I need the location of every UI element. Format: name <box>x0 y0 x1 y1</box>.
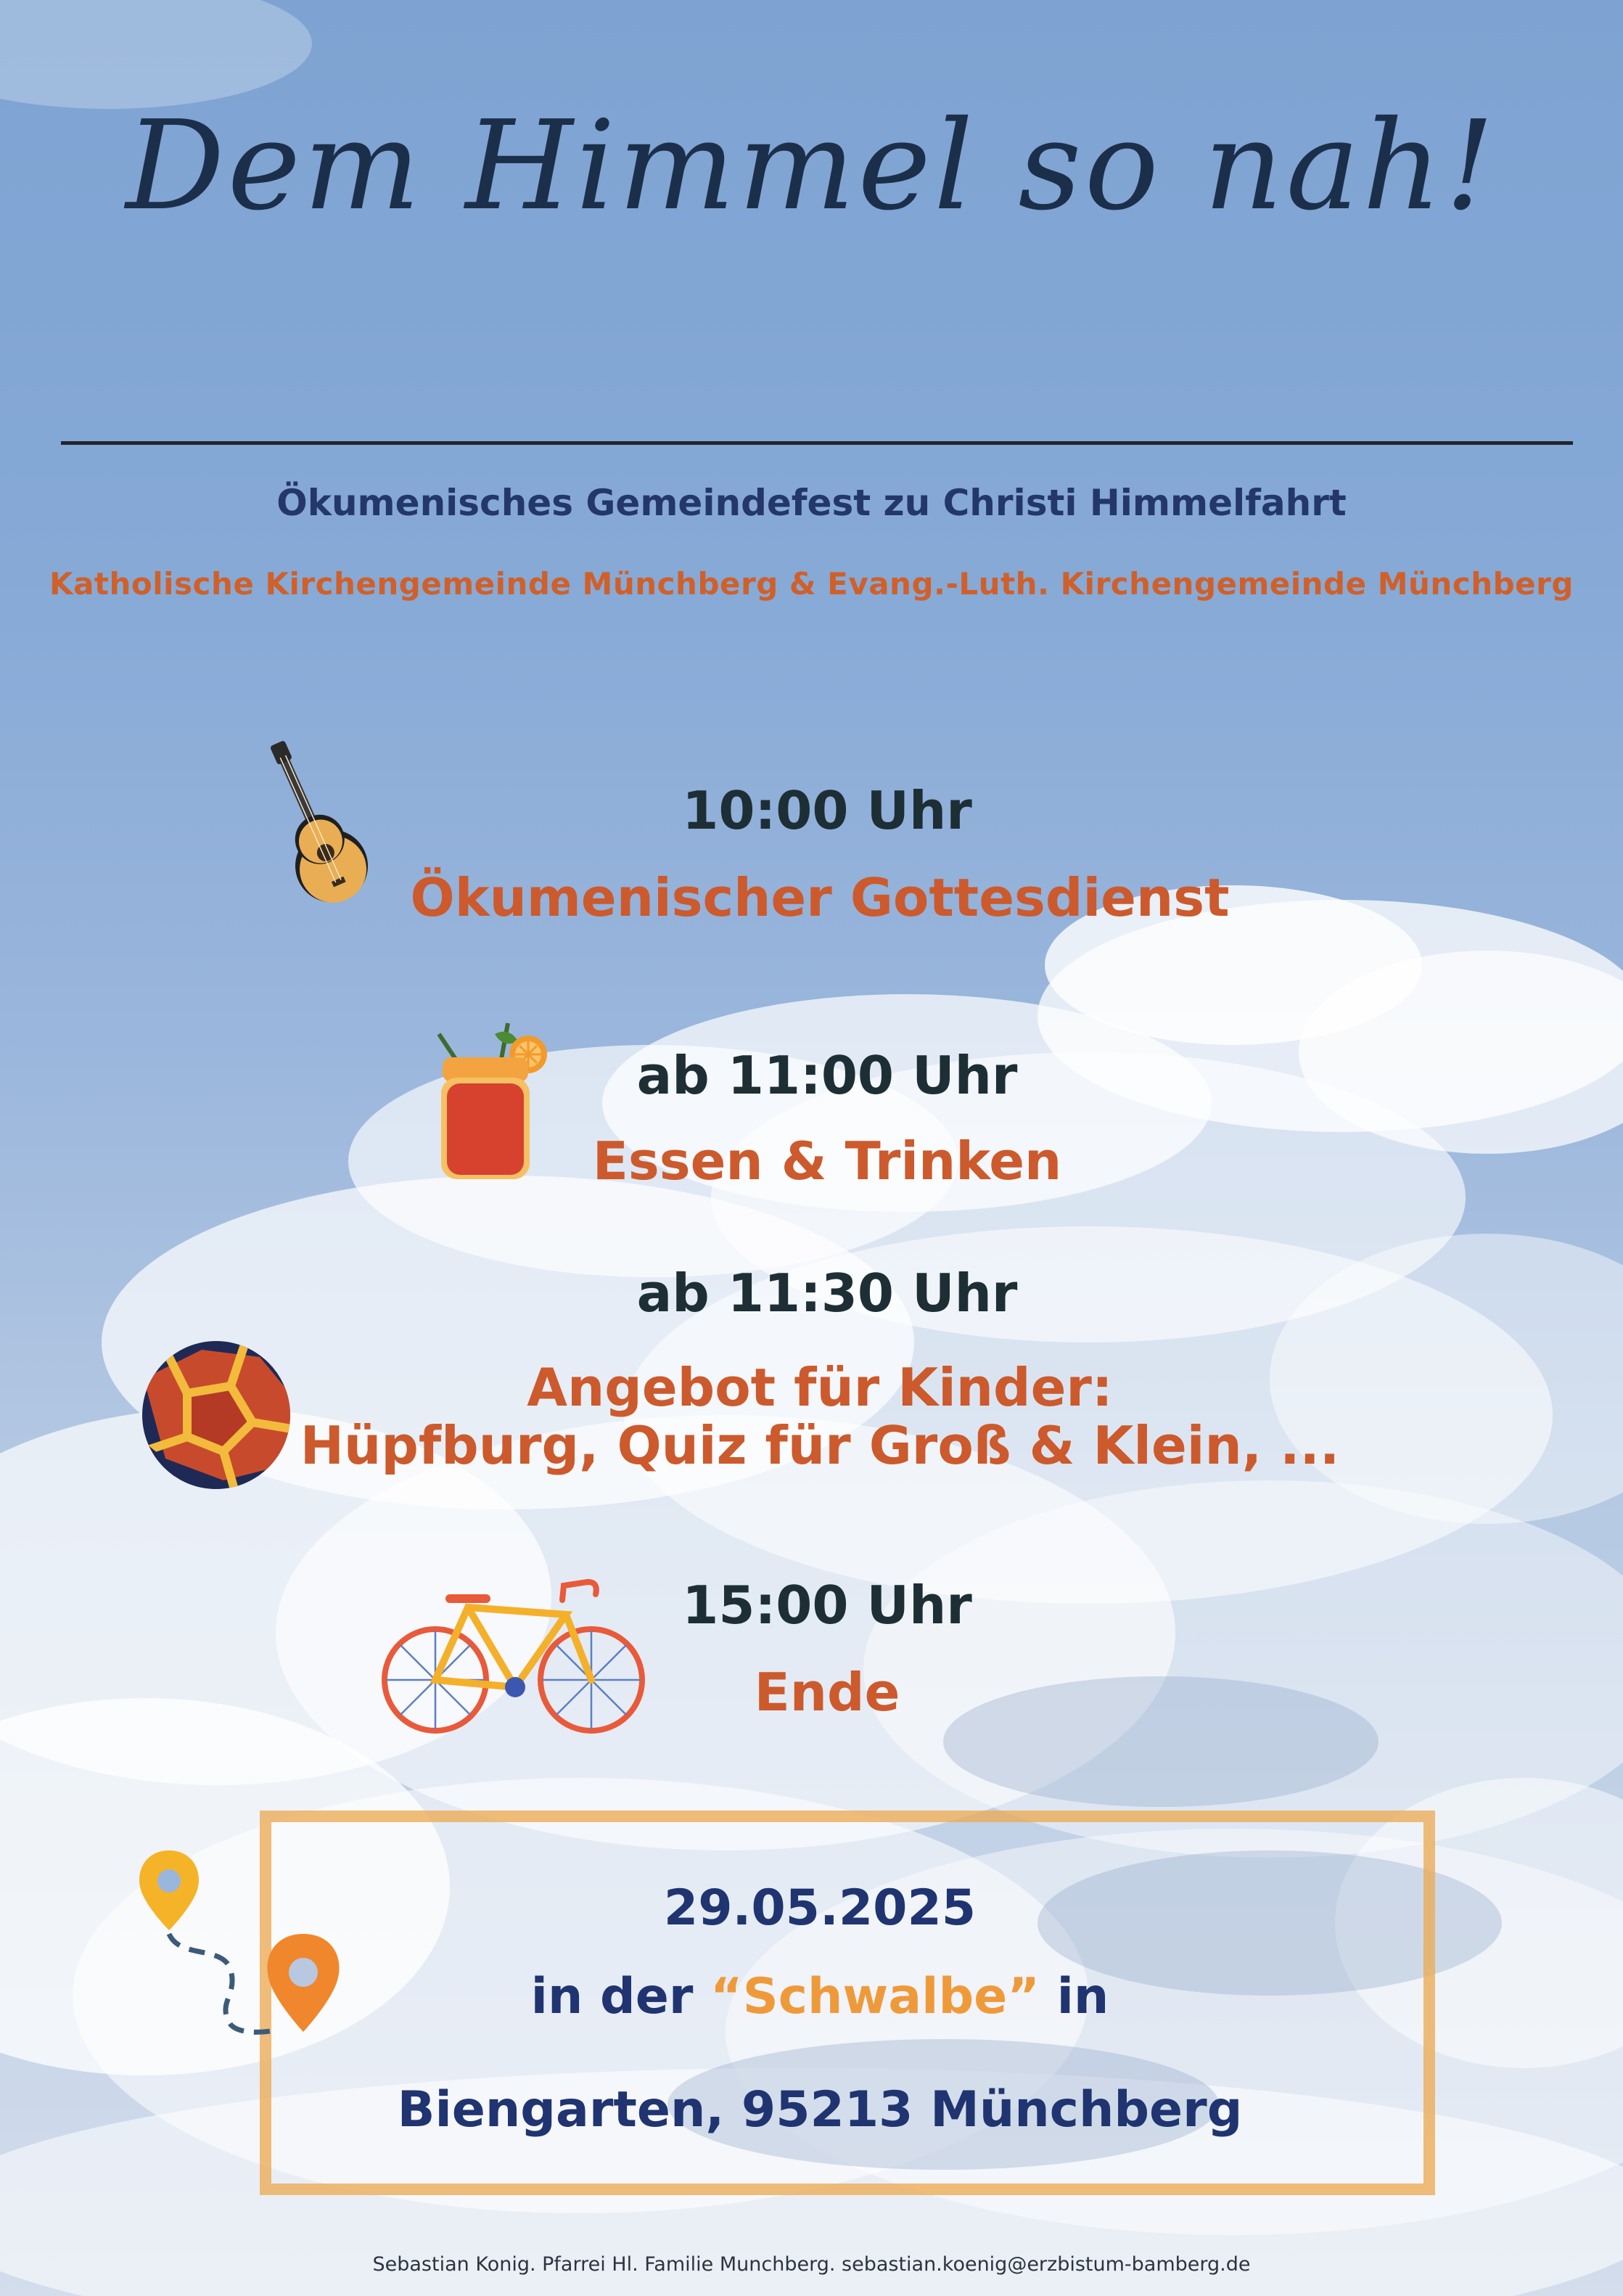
schedule-activity-3b: Hüpfburg, Quiz für Groß & Klein, ... <box>300 1415 1340 1476</box>
schedule-time-3: ab 11:30 Uhr <box>636 1263 1018 1324</box>
route-pin-icon <box>136 1843 354 2061</box>
venue-suffix: in <box>1039 1968 1109 2025</box>
schedule-time-4: 15:00 Uhr <box>682 1575 972 1636</box>
venue-line <box>305 1968 1335 2025</box>
schedule-activity-1: Ökumenischer Gottesdienst <box>410 867 1230 928</box>
schedule-activity-4: Ende <box>754 1662 900 1723</box>
schedule-activity-3a: Angebot für Kinder: <box>527 1357 1113 1418</box>
schedule-time-1: 10:00 Uhr <box>682 780 972 841</box>
title-divider <box>61 441 1573 445</box>
ball-icon <box>136 1335 296 1495</box>
poster-title: Dem Himmel so nah! <box>126 94 1497 238</box>
schedule-activity-2: Essen & Trinken <box>592 1131 1062 1192</box>
venue-name: “Schwalbe” <box>710 1968 1040 2025</box>
footer-contact: Sebastian Konig. Pfarrei Hl. Familie Munchberg. sebastian.koenig@erzbistum-bamberg.de <box>372 2253 1251 2276</box>
schedule-time-2: ab 11:00 Uhr <box>636 1045 1018 1106</box>
venue-prefix: in der <box>530 1968 711 2025</box>
event-subtitle: Ökumenisches Gemeindefest zu Christi Himmelfahrt <box>276 482 1347 524</box>
event-date: 29.05.2025 <box>663 1879 977 1937</box>
organizers-line: Katholische Kirchengemeinde Münchberg & Evang.-Luth. Kirchengemeinde Münchberg <box>49 566 1574 602</box>
venue-address: Biengarten, 95213 Münchberg <box>397 2081 1243 2139</box>
